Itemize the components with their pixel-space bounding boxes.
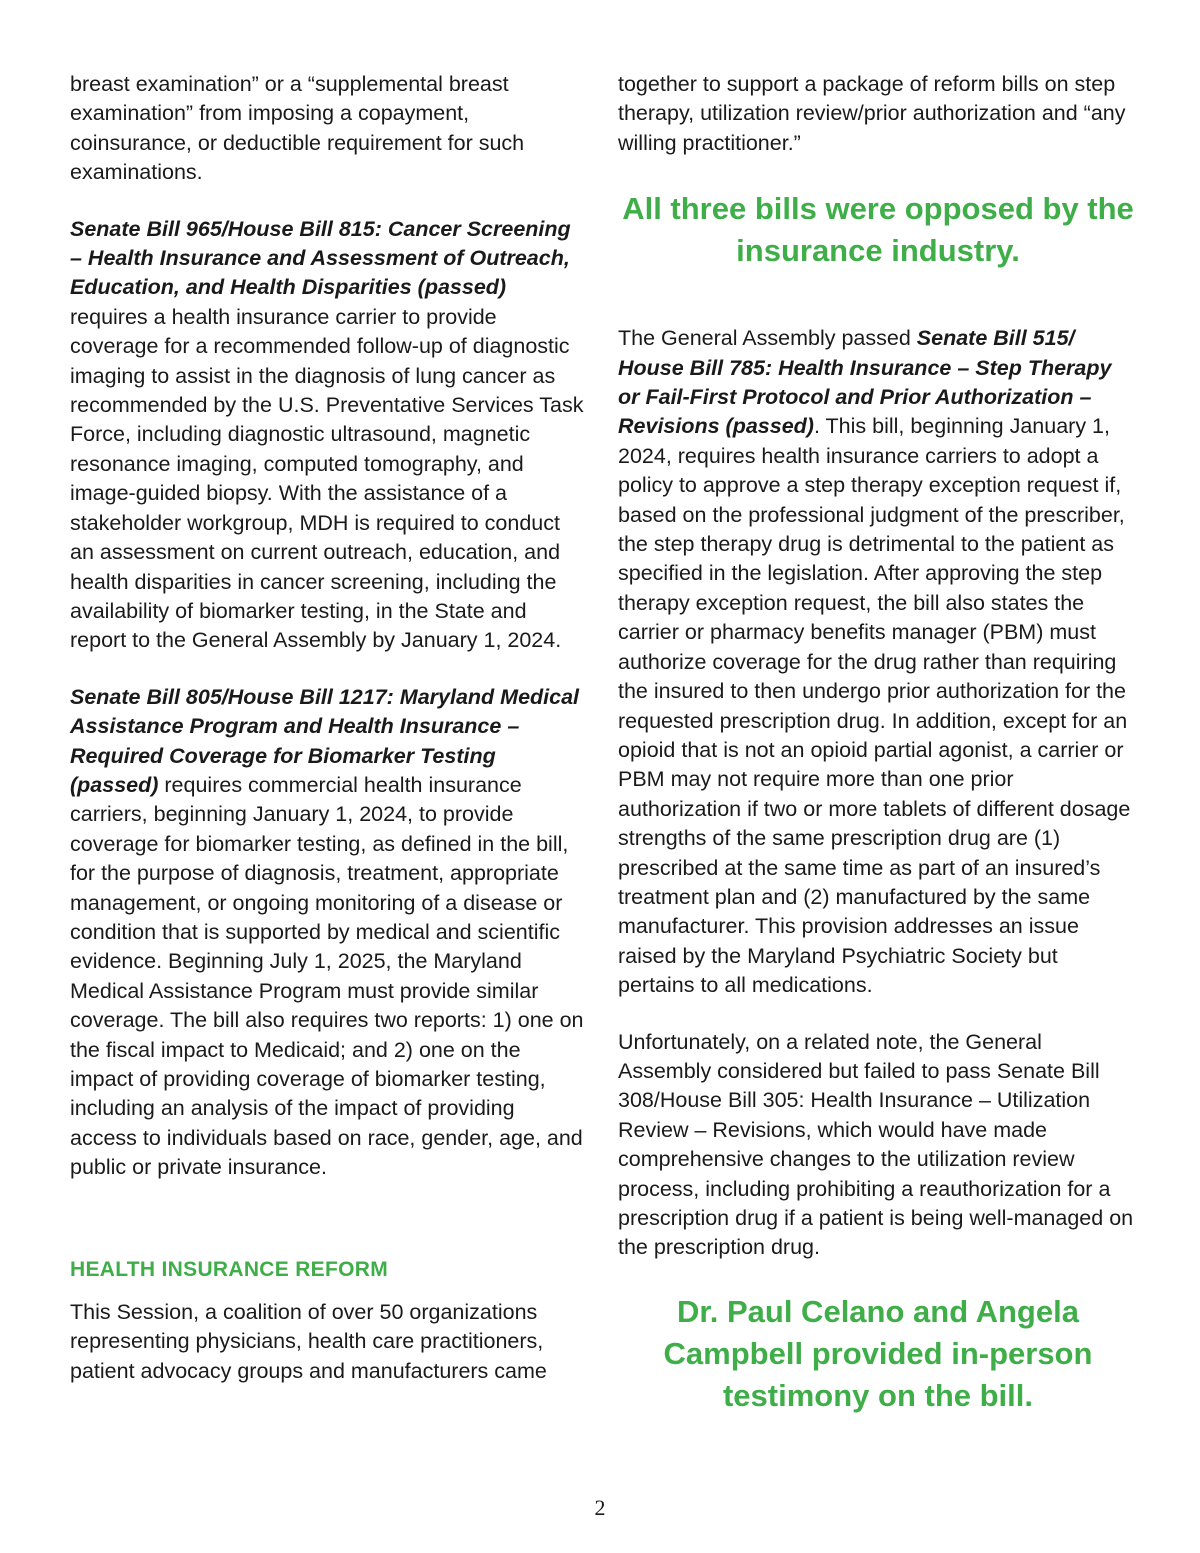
bill-sb805-paragraph xyxy=(70,683,585,1183)
left-paragraph-continuation: breast examination” or a “supplemental breast examination” from imposing a copayment, coinsurance, or deductible requirement for such examinations. xyxy=(70,72,525,185)
section-heading-health-insurance-reform: HEALTH INSURANCE REFORM xyxy=(70,1257,389,1281)
paragraph-failed-bill: Unfortunately, on a related note, the General Assembly considered but failed to pass Senate Bill 308/House Bill 305: Health Insurance – Utilization Review – Revisions, which would have made comprehensive changes to the utilization review process, including prohibiting a reauthorization for a prescription drug if a patient is being well-managed on the prescription drug. xyxy=(618,1029,1134,1260)
callout-testimony: Dr. Paul Celano and Angela Campbell provided in-person testimony on the bill. xyxy=(663,1293,1093,1413)
bill-sb965-body: requires a health insurance carrier to provide coverage for a recommended follow-up of diagnostic imaging to assist in the diagnosis of lung cancer as recommended by the U.S. Preventative Services Task Force, including diagnostic ultrasound, magnetic resonance imaging, computed tomography, and image-guided biopsy. With the assistance of a stakeholder workgroup, MDH is required to conduct an assessment on current outreach, education, and health disparities in cancer screening, including the availability of biomarker testing, in the State and report to the General Assembly by January 1, 2024. xyxy=(70,304,584,653)
right-column xyxy=(618,70,1138,1417)
bill-sb965-title: Senate Bill 965/House Bill 815: Cancer Screening – Health Insurance and Assessment of Outreach, Education, and Health Disparities (passed) xyxy=(70,216,571,300)
bill-sb515-paragraph xyxy=(618,324,1138,1000)
bill-sb515-body: . This bill, beginning January 1, 2024, requires health insurance carriers to adopt a policy to approve a step therapy exception request if, based on the professional judgment of the prescriber, the step therapy drug is detrimental to the patient as specified in the legislation. After approving the step therapy exception request, the bill also states the carrier or pharmacy benefits manager (PBM) must authorize coverage for the drug rather than requiring the insured to then undergo prior authorization for the requested prescription drug. In addition, except for an opioid that is not an opioid partial agonist, a carrier or PBM may not require more than one prior authorization if two or more tablets of different dosage strengths of the same prescription drug are (1) prescribed at the same time as part of an insured’s treatment plan and (2) manufactured by the same manufacturer. This provision addresses an issue raised by the Maryland Psychiatric Society but pertains to all medications. xyxy=(618,414,1131,998)
right-paragraph-continuation: together to support a package of reform bills on step therapy, utilization review/prior authorization and “any willing practitioner.” xyxy=(618,72,1126,155)
bill-sb805-body: requires commercial health insurance carriers, beginning January 1, 2024, to provide coverage for biomarker testing, as defined in the bill, for the purpose of diagnosis, treatment, appropriate management, or ongoing monitoring of a disease or condition that is supported by medical and scientific evidence. Beginning July 1, 2025, the Maryland Medical Assistance Program must provide similar coverage. The bill also requires two reports: 1) one on the fiscal impact to Medicaid; and 2) one on the impact of providing coverage of biomarker testing, including an analysis of the impact of providing access to individuals based on race, gender, age, and public or private insurance. xyxy=(70,772,584,1180)
section-body-coalition: This Session, a coalition of over 50 organizations representing physicians, health care practitioners, patient advocacy groups and manufacturers came xyxy=(70,1300,547,1383)
left-column xyxy=(70,70,585,1386)
bill-sb515-title: Senate Bill 515/ House Bill 785: Health Insurance – Step Therapy or Fail-First Protocol and Prior Authorization – Revisions (passed) xyxy=(618,326,1112,439)
bill-sb965-paragraph xyxy=(70,215,585,656)
bill-sb805-title: Senate Bill 805/House Bill 1217: Maryland Medical Assistance Program and Health Insurance – Required Coverage for Biomarker Testing (passed) xyxy=(70,684,580,797)
page-number: 2 xyxy=(594,1495,606,1520)
callout-opposed-by-industry: All three bills were opposed by the insurance industry. xyxy=(622,191,1134,269)
bill-sb515-intro: The General Assembly passed xyxy=(618,326,917,351)
